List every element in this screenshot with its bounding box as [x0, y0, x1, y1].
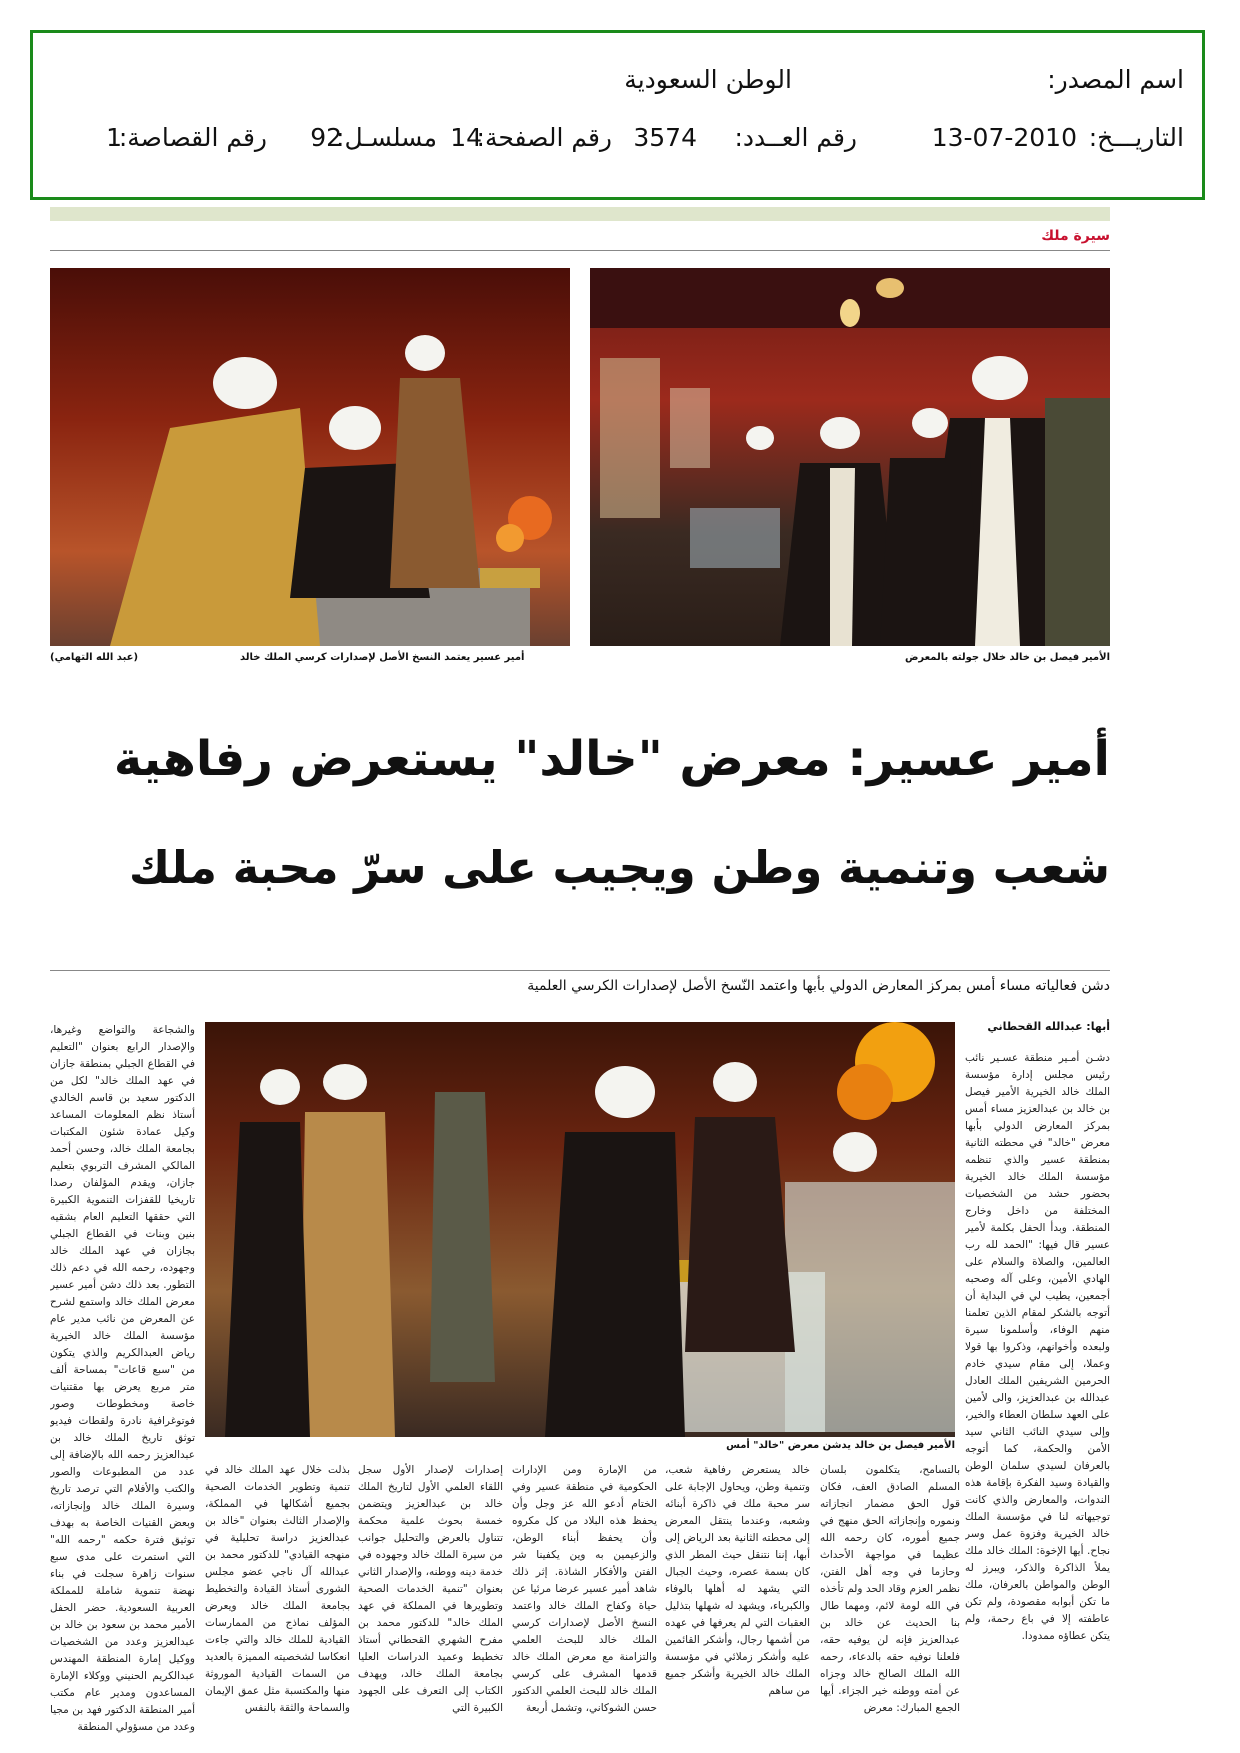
date-label: التاريـــخ:	[1088, 123, 1184, 152]
article-column-3: خالد يستعرض رفاهية شعب، وتنمية وطن، ويحاول الإجابة على سر محبة ملك في ذاكرة أبنائه وشعبه، وعندما ينتقل المعرض إلى محطته الثانية بعد الرياض إلى أبها، إننا نتنقل حيث المطر الذي كان بسمة عصره، وحيث الجبال التي يشهد له أهلها بالوفاء والكبرياء، ويشهد له شهلها بتذليل العقبات التي لم يعرفها في عهده من أشمها رجال، وأشكر القائمين عليه وأشكر زملائي في مؤسسة الملك خالد الخيرية وأشكر جميع من ساهم	[665, 1464, 810, 1697]
article-column-4: من الإمارة ومن الإدارات الحكومية في منطقة عسير وفي الختام أدعو الله عز وجل وأن يحفظ هذه البلاد من كل مكروه وأن يحفظ أبناء الوطن، والزعيمين به وين يكفينا شر الفتن والأفكار الشاذة. إثر ذلك شاهد أمير عسير عرضا مرئيا عن حياة وكفاح الملك خالد واعتمد النسخ الأصل لإصدارات كرسي الملك خالد للبحث العلمي والتزامنة مع معرض الملك خالد قدمها المشرف على كرسي الملك خالد للبحث العلمي الدكتور حسن الشوكاني، وتشمل أربعة	[512, 1464, 657, 1714]
signing-photo-illustration	[50, 268, 570, 646]
headline-line-2: شعب وتنمية وطن ويجيب على سرّ محبة ملك	[128, 841, 1110, 894]
tour-photo-illustration	[590, 268, 1110, 646]
page-label: رقم الصفحة:	[476, 123, 612, 152]
left-photo-credit: (عبد الله التهامي)	[50, 652, 139, 663]
inauguration-photo-illustration	[205, 1022, 955, 1437]
byline: أبها: عبدالله القحطاني	[987, 1020, 1110, 1033]
exhibition-tour-photo	[590, 268, 1110, 646]
serial-label: مسلسـل:	[336, 123, 437, 152]
date-value: 13-07-2010	[931, 123, 1077, 152]
section-title: سيرة ملك	[1041, 228, 1110, 244]
clip-label: رقم القصاصة:	[118, 123, 267, 152]
section-bar	[50, 207, 1110, 221]
headline-line-1: أمير عسير: معرض "خالد" يستعرض رفاهية	[113, 731, 1110, 787]
center-photo-caption: الأمير فيصل بن خالد يدشن معرض "خالد" أمس	[726, 1440, 955, 1451]
subheadline: دشن فعالياته مساء أمس بمركز المعارض الدولي بأبها واعتمد النّسخ الأصل لإصدارات الكرسي العلمية	[527, 978, 1110, 994]
serial-value: 92	[310, 123, 342, 152]
section-rule	[50, 250, 1110, 251]
issue-label: رقم العــدد:	[734, 123, 857, 152]
article-column-2: بالتسامح، يتكلمون بلسان المسلم الصادق العف، فكان قول الحق مضمار انجازاته ونموره وإنجازاته الحق منهج في جميع أموره، كان رحمه الله عظيما في مواجهة الأحداث وحازما في وجه أهل الفتن، نظمر العزم وقاد الحد ولم تأخذه في الله لومة لائم، ومهما طال بنا الحديث عن خالد بن عبدالعزيز فإنه لن يوفيه حقه، فلعلنا نوفيه حقه بالدعاء، رحمه الله الملك الصالح خالد وجزاه عن أمته ووطنه خير الجزاء. أيها الجمع المبارك: معرض	[820, 1464, 960, 1714]
article-column-1: دشـن أمـير منطقة عسـير نائب رئيس مجلس إدارة مؤسسة الملك خالد الخيرية الأمير فيصل بن خالد بن عبدالعزيز مساء أمس بمركز المعارض الدولي بأبها معرض "خالد" في محطته الثانية بمنطقة عسير والذي تنظمه مؤسسة الملك خالد الخيرية بحضور حشد من الشخصيات المختلفة من داخل وخارج المنطقة. وبدأ الحفل بكلمة لأمير عسير قال فيها: "الحمد لله رب العالمين، والصلاة والسلام على الهادي الأمين، وعلى آله وصحبه أجمعين، يطيب لي في البداية أن أتوجه بالشكر لمقام الذين تعلمنا منهم الوفاء، وأسلمونا سيرة ولبعده وأخوانهم، وذكروا بها قولا وعملا، إلى مقام سيدي خادم الحرمين الشريفين الملك العادل عبدالله بن عبدالعزيز، والى لأمين على العهد سلطان العطاء والخير، وإلى سيدي النائب الثاني سيد الأمن والحكمة، كما أتوجه بالعرفان لسيدي سلمان الوطن والقيادة وسيد الفكرة بإقامة هذه الندوات، والمعارض والذي كانت توجيهاته لنا في مؤسسة الملك خالد الخيرية وفزوة عمل وسر نجاح. أيها الإخوة: الملك خالد ملك يملأ الذاكرة والذكر، ويبرز له الوطن والمواطن بالعرفان، ملك ما تكن أبوابه مقصودة، ولم تكن عاطفته إلا في باع رحمة، ولم يتكن عطاؤه ممدودا.	[965, 1052, 1110, 1642]
page-value: 14	[450, 123, 482, 152]
article-column-7: والشجاعة والتواضع وغيرها، والإصدار الرابع بعنوان "التعليم في القطاع الجبلي بمنطقة جازان في عهد الملك خالد" لكل من الدكتور سعيد بن قاسم الخالدي أستاذ نظم المعلومات المساعد وكيل عمادة شئون المكتبات بجامعة الملك خالد، وحسن أحمد المالكي المشرف التربوي بتعليم جازان، ويقدم المؤلفان رصدا تاريخيا للقفزات التنموية الكبيرة التي حققها التعليم العام بشقيه بنين وبنات في القطاع الجبلي بجازان في عهد الملك خالد وجهوده، رحمه الله في دعم ذلك التطور. بعد ذلك دشن أمير عسير معرض الملك خالد واستمع لشرح عن المعرض من نائب مدير عام مؤسسة الملك خالد الخيرية رياض العبدالكريم والذي يتكون من "سبع قاعات" بمساحة ألف متر مربع يعرض بها مقتنيات خاصة ومخطوطات وصور فوتوغرافية نادرة ولقطات فيديو توثق تاريخ الملك خالد بن عبدالعزيز رحمه الله بالإضافة إلى عدد من المطبوعات والصور والكتب والأفلام التي ترصد تاريخ وسيرة الملك خالد وإنجازاته، وبعض القنيات الخاصة به بهدف توثيق فترة حكمه "رحمه الله" التي استمرت على مدى سبع سنوات زاهرة سجلت في بناء نهضة تنموية شاملة للمملكة العربية السعودية. حضر الحفل الأمير محمد بن سعود بن خالد بن عبدالعزيز وعدد من الشخصيات ووكيل إمارة المنطقة المهندس عبدالكريم الحنيني ووكلاء الإمارة المساعدون ومدير عام مكتب أمير المنطقة الدكتور فهد بن مجيا وعدد من مسؤولي المنطقة	[50, 1024, 195, 1733]
signing-photo	[50, 268, 570, 646]
article-column-5: إصدارات لإصدار الأول سجل اللقاء العلمي الأول لتاريخ الملك خالد بن عبدالعزيز ويتضمن خمسة بحوث علمية محكمة تتناول بالعرض والتحليل جوانب من سيرة الملك خالد وجهوده في خدمة دينه ووطنه، والإصدار الثاني بعنوان "تنمية الخدمات الصحية وتطويرها في المملكة في عهد الملك خالد" للدكتور محمد بن مفرح الشهري القحطاني أستاذ تخطيط وعميد الدراسات العليا بجامعة الملك خالد، ويهدف الكتاب إلى التعرف على الجهود الكبيرة التي	[358, 1464, 503, 1714]
issue-value: 3574	[633, 123, 697, 152]
article-column-6: بذلت خلال عهد الملك خالد في تنمية وتطوير الخدمات الصحية بجميع أشكالها في المملكة، والإصدار الثالث بعنوان "خالد بن عبدالعزيز دراسة تحليلية في منهجه القيادي" للدكتور محمد بن عبدالله آل ناجي عضو مجلس الشورى أستاذ القيادة والتخطيط بجامعة الملك خالد ويعرض المؤلف نماذج من الممارسات القيادية للملك خالد والتي جاءت انعكاسا لشخصيته المميزة بالعديد من السمات القيادية الموروثة منها والمكتسبة مثل عمق الإيمان والسماحة والثقة بالنفس	[205, 1464, 350, 1714]
inauguration-photo	[205, 1022, 955, 1437]
source-label: اسم المصدر:	[1047, 65, 1184, 94]
clip-value: 1	[106, 123, 122, 152]
source-info-box	[30, 30, 1205, 200]
subheadline-rule	[50, 970, 1110, 971]
right-photo-caption: الأمير فيصل بن خالد خلال جولته بالمعرض	[904, 652, 1110, 663]
source-value: الوطن السعودية	[624, 65, 792, 94]
left-photo-caption: أمير عسير يعتمد النسخ الأصل لإصدارات كرسي الملك خالد	[240, 652, 525, 663]
